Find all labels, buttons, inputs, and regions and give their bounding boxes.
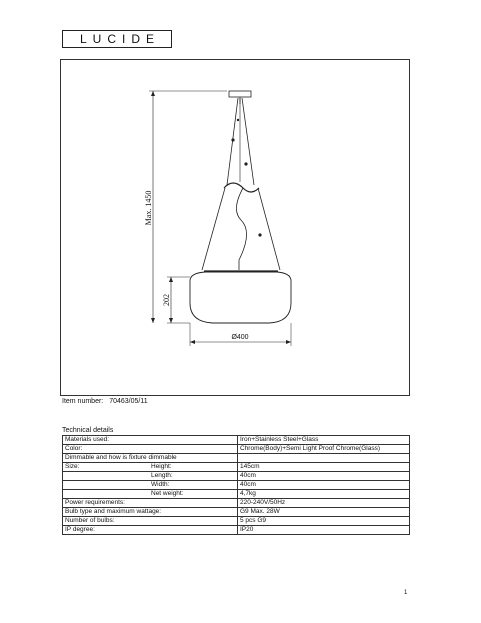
table-row (63, 454, 410, 463)
row-value: Chrome(Body)+Semi Light Proof Chrome(Glass) (238, 445, 410, 454)
row-label: Dimmable and how is fixture dimmable (63, 454, 238, 463)
diameter-label: Ø400 (231, 334, 249, 341)
table-row-size-length (63, 472, 410, 481)
table-row-size-width (63, 481, 410, 490)
table-row-size-height (63, 463, 410, 472)
row-label: Materials used: (63, 436, 238, 445)
table-row (63, 436, 410, 445)
weight-label: Net weight: (151, 490, 184, 497)
table-row (63, 526, 410, 535)
glass-shade (190, 272, 291, 323)
item-number-value: 70463/05/11 (109, 398, 148, 405)
logo-text: LUCIDE (79, 32, 160, 46)
pendant-lamp-drawing (61, 60, 411, 397)
technical-details-table (62, 435, 410, 535)
height-label: Height: (151, 463, 172, 470)
size-label: Size: (65, 463, 80, 470)
row-label: Color: (63, 445, 238, 454)
length-label: Length: (151, 472, 173, 479)
table-row (63, 508, 410, 517)
row-label: IP degree: (63, 526, 238, 535)
height-dimension-label: Max. 1450 (144, 190, 153, 226)
row-label: Number of bulbs: (63, 517, 238, 526)
weight-value: 4,7kg (238, 490, 410, 499)
item-number-line (62, 398, 152, 405)
row-value: G9 Max. 28W (238, 508, 410, 517)
cable-right-lower (258, 188, 280, 270)
shade-height-label: 202 (162, 294, 171, 306)
row-value: IP20 (238, 526, 410, 535)
width-value: 40cm (238, 481, 410, 490)
cable-right-upper (242, 98, 254, 185)
table-row-size-weight (63, 490, 410, 499)
cable-left-lower (202, 188, 225, 270)
row-label: Bulb type and maximum wattage: (63, 508, 238, 517)
width-label: Width: (151, 481, 170, 488)
height-value: 145cm (238, 463, 410, 472)
length-value: 40cm (238, 472, 410, 481)
row-value: 220-240V/50Hz (238, 499, 410, 508)
technical-drawing-frame (60, 59, 410, 396)
canopy-shape (229, 91, 251, 97)
table-row (63, 499, 410, 508)
table-row (63, 517, 410, 526)
lucide-logo (62, 30, 172, 48)
power-cord (236, 188, 246, 270)
page-number: 1 (404, 590, 408, 596)
table-row (63, 445, 410, 454)
row-value: 5 pcs G9 (238, 517, 410, 526)
item-number-label: Item number: (62, 398, 104, 405)
row-value (238, 454, 410, 463)
row-value: Iron+Stainless Steel+Glass (238, 436, 410, 445)
technical-details-title: Technical details (62, 427, 114, 434)
row-label: Power requirements: (63, 499, 238, 508)
